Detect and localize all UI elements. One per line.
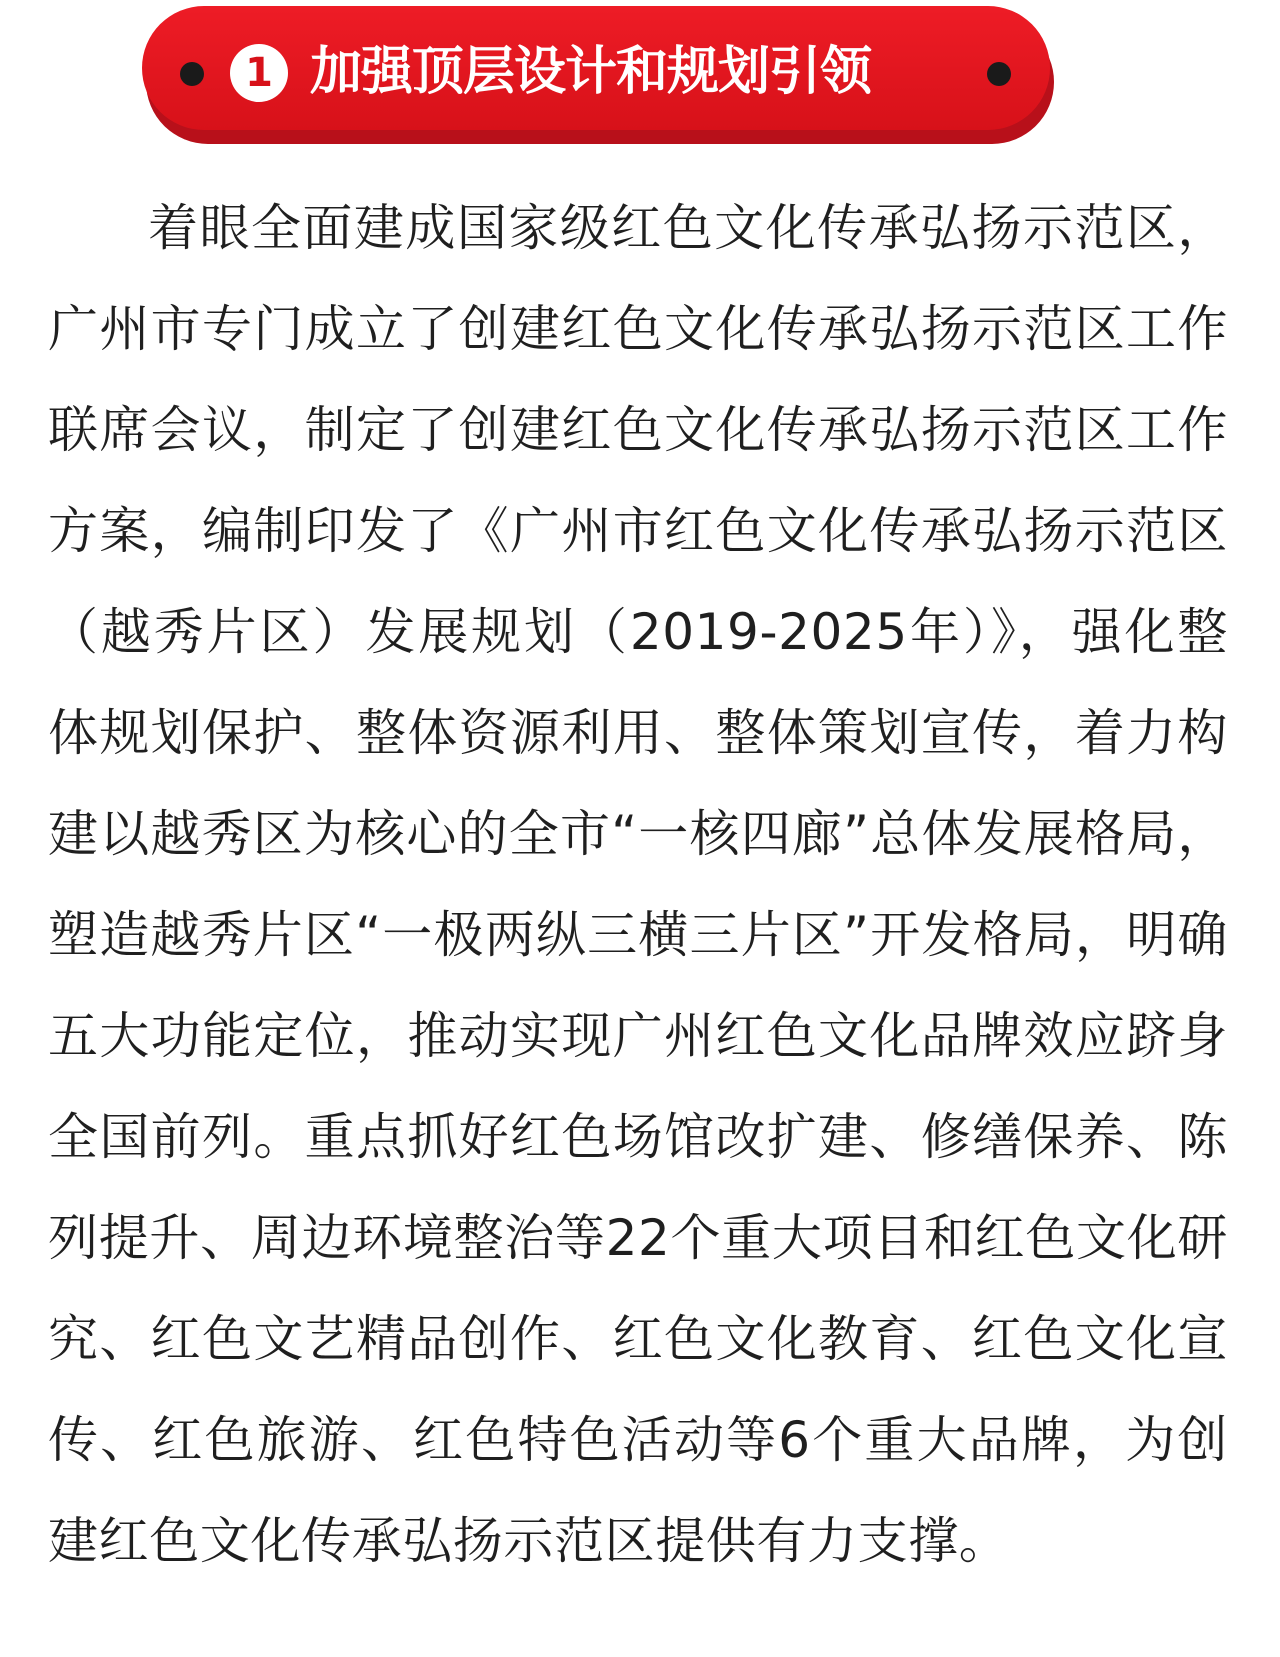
article-paragraph: 着眼全面建成国家级红色文化传承弘扬示范区，广州市专门成立了创建红色文化传承弘扬示范区工作联席会议，制定了创建红色文化传承弘扬示范区工作方案，编制印发了《广州市红色文化传承弘扬示范区（越秀片区）发展规划（2019-2025年）》，强化整体规划保护、整体资源利用、整体策划宣传，着力构建以越秀区为核心的全市“一核四廊”总体发展格局，塑造越秀片区“一极两纵三横三片区”开发格局，明确五大功能定位，推动实现广州红色文化品牌效应跻身全国前列。重点抓好红色场馆改扩建、修缮保养、陈列提升、周边环境整治等22个重大项目和红色文化研究、红色文艺精品创作、红色文化教育、红色文化宣传、红色旅游、红色特色活动等6个重大品牌，为创建红色文化传承弘扬示范区提供有力支撑。 <box>48 199 1228 1570</box>
section-title: 加强顶层设计和规划引领 <box>310 42 872 102</box>
dot-icon <box>987 62 1011 86</box>
dot-icon <box>180 62 204 86</box>
section-banner <box>142 6 1050 130</box>
section-number-badge: 1 <box>230 44 288 102</box>
